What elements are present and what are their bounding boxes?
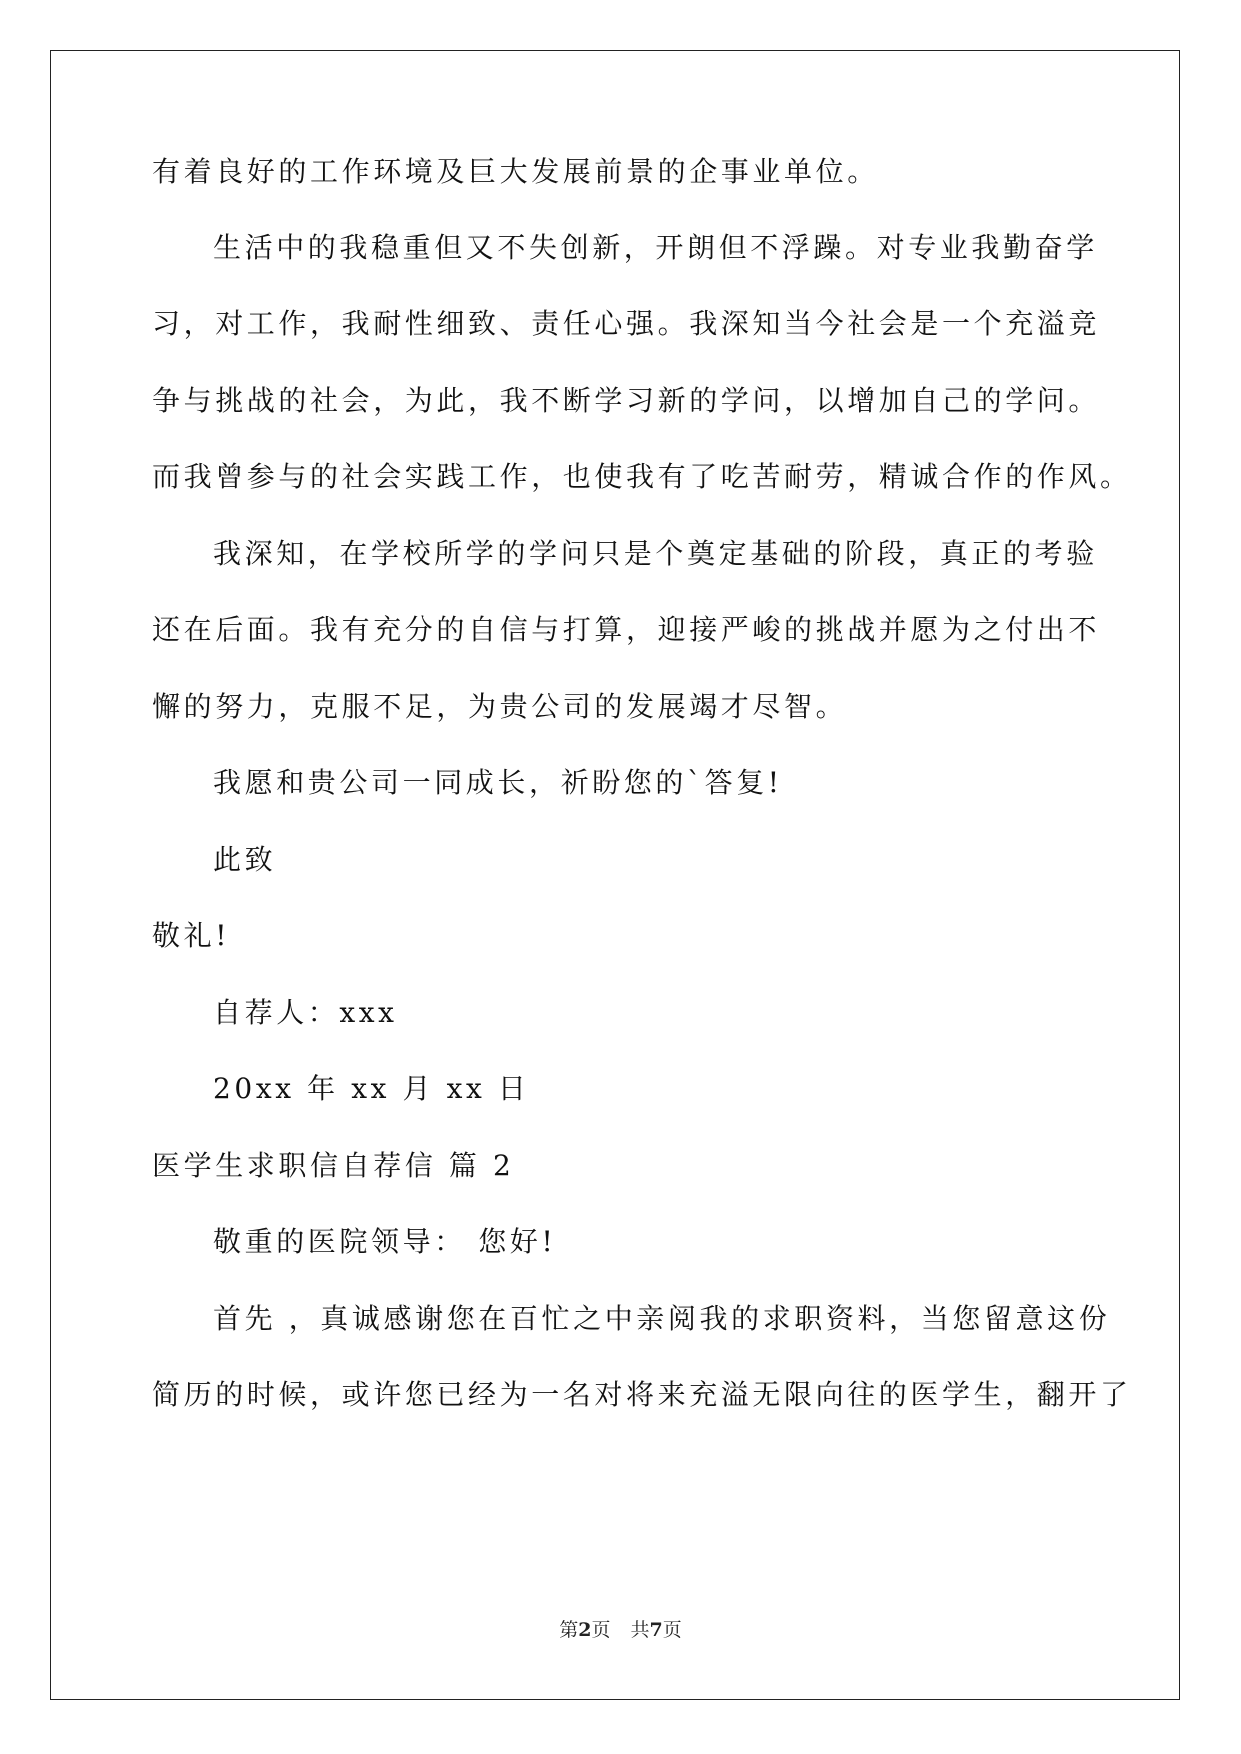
signature-line: 自荐人：xxx xyxy=(213,996,398,1029)
body-line-9: 我愿和贵公司一同成长，祈盼您的`答复! xyxy=(213,766,783,799)
closing-salutation: 此致 xyxy=(213,843,277,876)
total-suffix: 页 xyxy=(662,1619,682,1641)
current-page-number: 2 xyxy=(578,1619,592,1641)
section-heading: 医学生求职信自荐信 篇 2 xyxy=(152,1149,515,1182)
body-line-6: 我深知，在学校所学的学问只是个奠定基础的阶段，真正的考验 xyxy=(213,537,1098,570)
body-line-3: 习，对工作，我耐性细致、责任心强。我深知当今社会是一个充溢竞 xyxy=(152,307,1101,340)
body-line-2: 生活中的我稳重但又不失创新，开朗但不浮躁。对专业我勤奋学 xyxy=(213,231,1098,264)
page-footer xyxy=(0,1618,1241,1642)
body-line-11: 简历的时候，或许您已经为一名对将来充溢无限向往的医学生，翻开了 xyxy=(152,1378,1132,1411)
body-line-7: 还在后面。我有充分的自信与打算，迎接严峻的挑战并愿为之付出不 xyxy=(152,613,1101,646)
body-line-8: 懈的努力，克服不足，为贵公司的发展竭才尽智。 xyxy=(152,690,848,723)
greeting-line: 敬重的医院领导： 您好! xyxy=(213,1225,557,1258)
body-line-10: 首先 ，真诚感谢您在百忙之中亲阅我的求职资料，当您留意这份 xyxy=(213,1302,1111,1335)
page-prefix: 第 xyxy=(559,1619,579,1641)
closing-regards: 敬礼! xyxy=(152,919,231,952)
page-suffix: 页 xyxy=(591,1619,611,1641)
body-line-5: 而我曾参与的社会实践工作，也使我有了吃苦耐劳，精诚合作的作风。 xyxy=(152,460,1132,493)
total-pages-number: 7 xyxy=(649,1619,663,1641)
body-line-1: 有着良好的工作环境及巨大发展前景的企事业单位。 xyxy=(152,155,879,188)
body-line-4: 争与挑战的社会，为此，我不断学习新的学问，以增加自己的学问。 xyxy=(152,384,1101,417)
total-prefix: 共 xyxy=(630,1619,650,1641)
date-line: 20xx 年 xx 月 xx 日 xyxy=(213,1072,530,1105)
